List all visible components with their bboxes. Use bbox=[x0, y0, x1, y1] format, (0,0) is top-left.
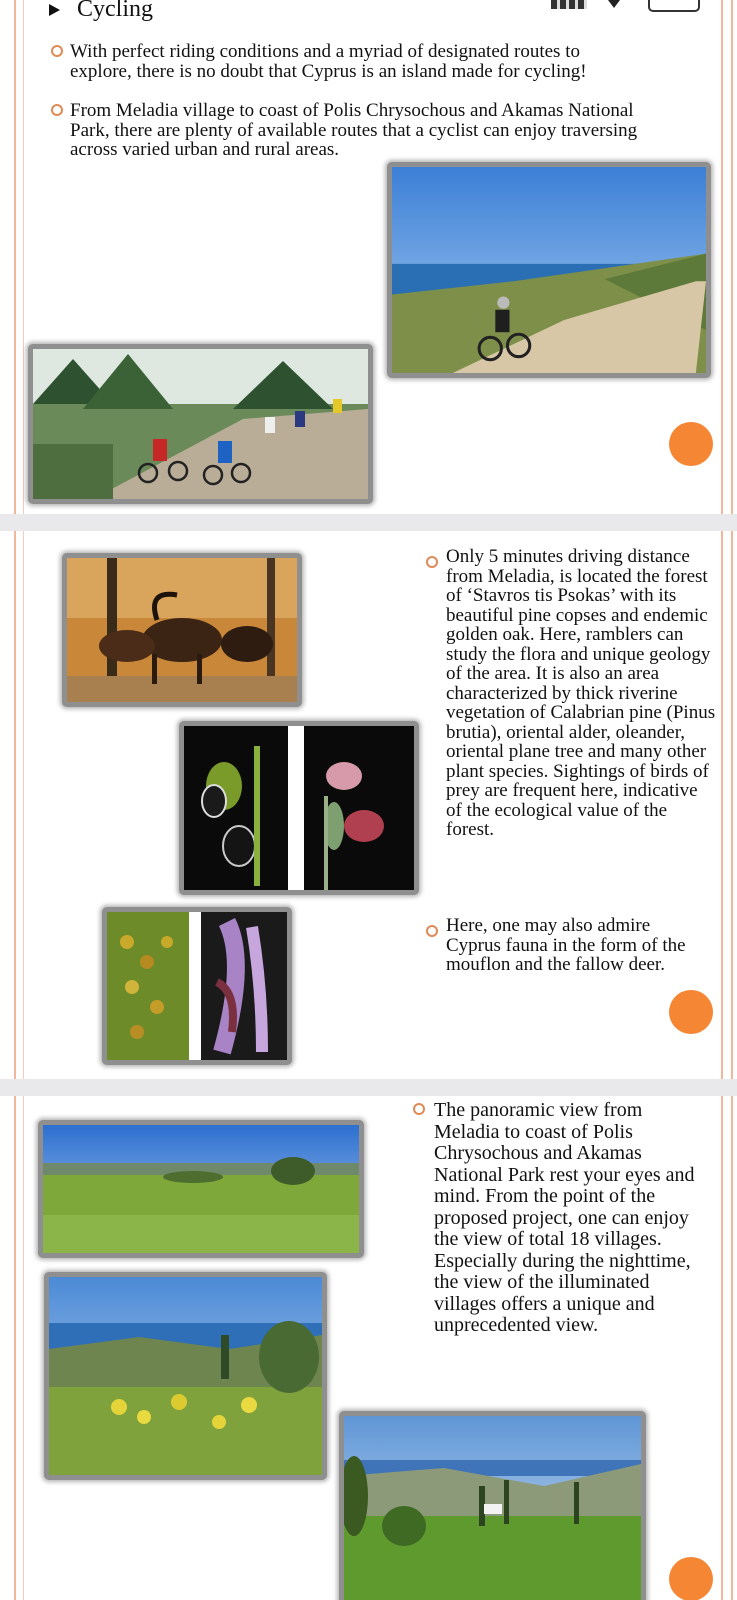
slide-left-rail bbox=[14, 0, 24, 514]
panoramic-view-text: The panoramic view from Meladia to coast of Polis Chrysochous and Akamas National Park rest your eyes and mind. From the point of the proposed project, one can enjoy the view of total 18 villages. Especially during the nighttime, the view of the illuminated villages offers a unique and unprecedented view. bbox=[434, 1099, 695, 1336]
slide-left-rail bbox=[14, 1096, 24, 1600]
bullet-marker bbox=[51, 45, 63, 57]
photo-orchids bbox=[179, 721, 419, 895]
slide-right-rail bbox=[721, 531, 733, 1079]
wifi-icon bbox=[608, 0, 620, 8]
photo-mouflon bbox=[62, 553, 302, 707]
bullet-marker bbox=[51, 104, 63, 116]
bullet-marker bbox=[426, 556, 438, 568]
heading-arrow-icon bbox=[49, 4, 60, 16]
bullet-marker bbox=[413, 1103, 425, 1115]
slide-panoramic-view bbox=[0, 1096, 737, 1600]
photo-mountain-bikers bbox=[28, 344, 373, 504]
photo-village-view bbox=[339, 1411, 646, 1600]
accent-dot bbox=[669, 422, 713, 466]
photo-wild-flowers bbox=[102, 907, 292, 1065]
photo-coastal-meadow bbox=[44, 1272, 327, 1480]
slide-right-rail bbox=[721, 1096, 733, 1600]
cycling-text-1: With perfect riding conditions and a myriad of designated routes to explore, there is no doubt that Cyprus is an island made for cycling! bbox=[70, 41, 587, 82]
forest-text-1: Only 5 minutes driving distance from Meladia, is located the forest of ‘Stavros tis Psokas’ with its beautiful pine copses and endemic golden oak. Here, ramblers can study the flora and unique geology of the area. It is also an area characterized by thick riverine vegetation of Calabrian pine (Pinus brutia), oriental alder, oleander, oriental plane tree and many other plant species. Sightings of birds of prey are frequent here, indicative of the ecological value of the forest. bbox=[446, 546, 716, 840]
slide-right-rail bbox=[721, 0, 733, 514]
signal-icon bbox=[551, 0, 587, 9]
battery-icon bbox=[648, 0, 700, 12]
bullet-marker bbox=[426, 925, 438, 937]
slide-left-rail bbox=[14, 531, 24, 1079]
slide-forest bbox=[0, 531, 737, 1079]
slide-heading: Cycling bbox=[77, 0, 153, 22]
accent-dot bbox=[669, 990, 713, 1034]
cycling-text-2: From Meladia village to coast of Polis Chrysochous and Akamas National Park, there are plenty of available routes that a cyclist can enjoy traversing across varied urban and rural areas. bbox=[70, 100, 638, 160]
slide-cycling bbox=[0, 0, 737, 514]
photo-green-meadow bbox=[38, 1120, 364, 1258]
photo-road-cyclist bbox=[387, 162, 711, 378]
accent-dot bbox=[669, 1557, 713, 1600]
forest-text-2: Here, one may also admire Cyprus fauna in the form of the mouflon and the fallow deer. bbox=[446, 915, 686, 975]
